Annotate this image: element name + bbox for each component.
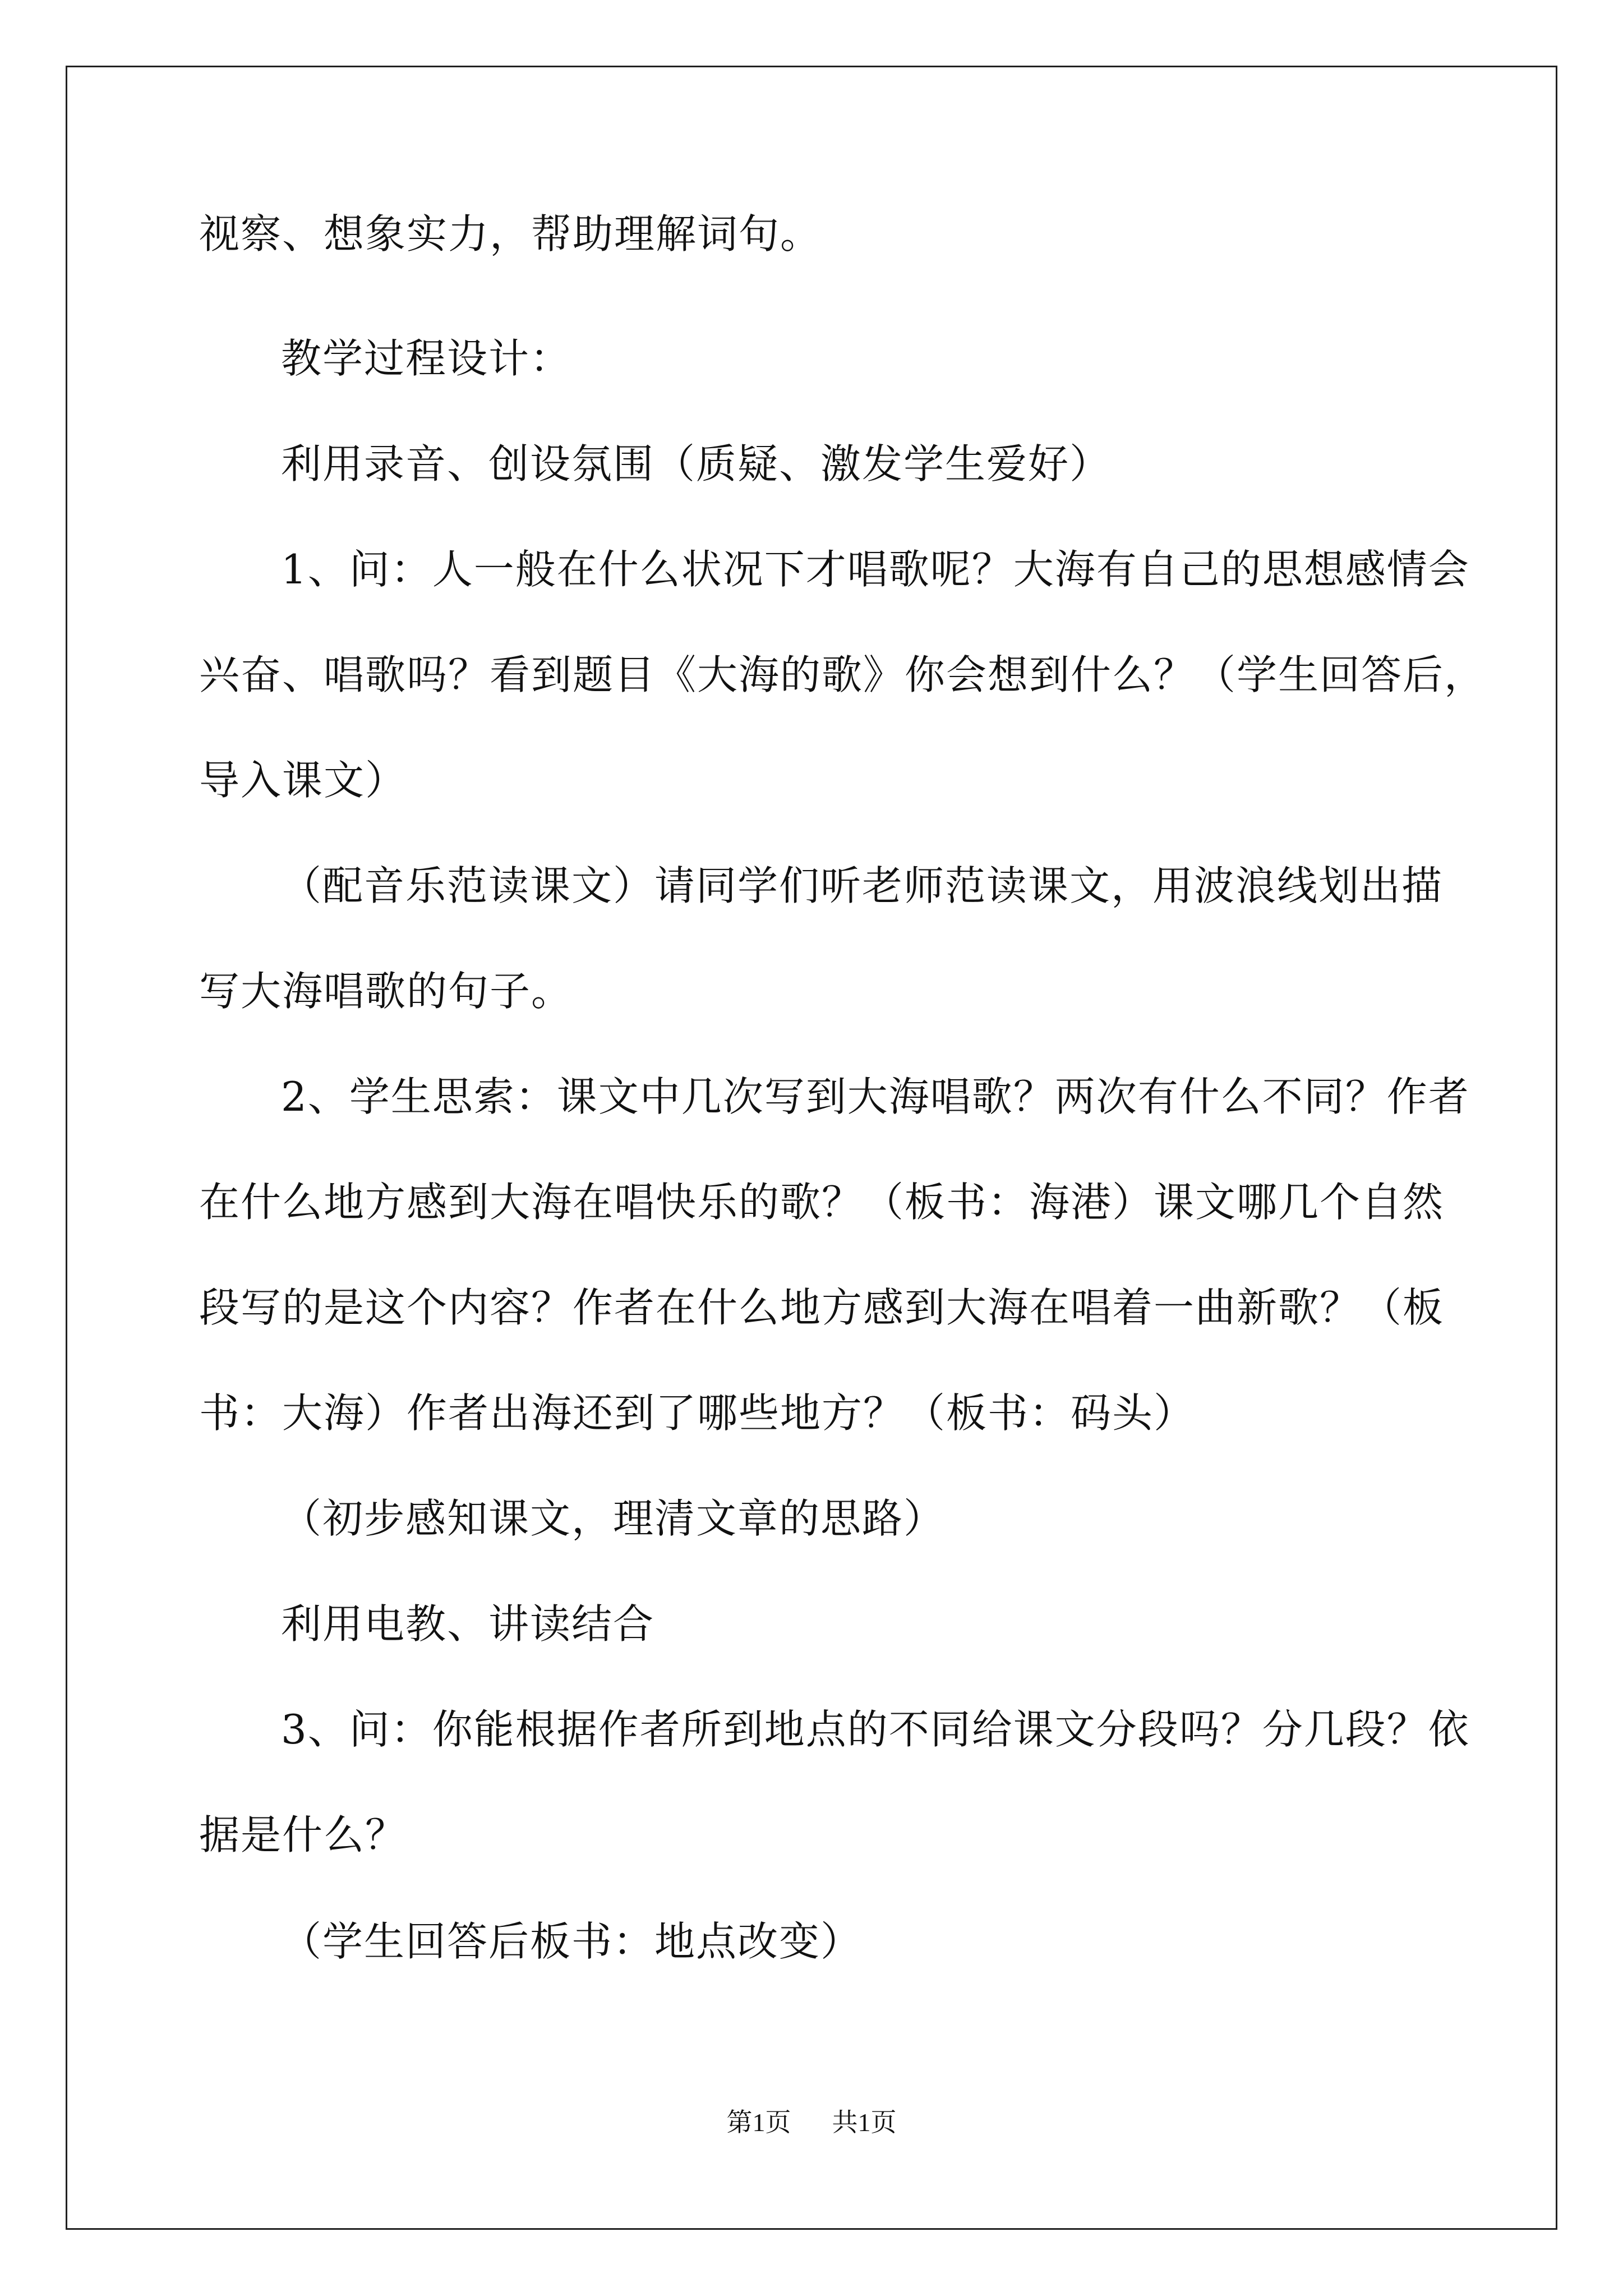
text-line: 据是什么？ [199, 1811, 407, 1858]
page-number: 第1页 [726, 2108, 791, 2137]
text-line: 视察、想象实力，帮助理解词句。 [199, 210, 822, 257]
text-line: 1、问：人一般在什么状况下才唱歌呢？大海有自己的思想感情会 [281, 546, 1470, 593]
text-line: 教学过程设计： [281, 335, 572, 382]
text-line: 导入课文） [199, 757, 407, 804]
page-border [66, 66, 1557, 2230]
page-footer [0, 2107, 1623, 2138]
text-line: 利用录音、创设氛围（质疑、激发学生爱好） [281, 440, 1112, 487]
text-line: （学生回答后板书：地点改变） [281, 1918, 863, 1965]
text-line: 兴奋、唱歌吗？看到题目《大海的歌》你会想到什么？（学生回答后， [199, 651, 1486, 698]
text-line: 在什么地方感到大海在唱快乐的歌？（板书：海港）课文哪几个自然 [199, 1179, 1445, 1226]
text-line: 3、问：你能根据作者所到地点的不同给课文分段吗？分几段？依 [281, 1706, 1470, 1753]
text-line: 段写的是这个内容？作者在什么地方感到大海在唱着一曲新歌？（板 [199, 1284, 1445, 1331]
text-line: 2、学生思索：课文中几次写到大海唱歌？两次有什么不同？作者 [281, 1073, 1470, 1120]
page-total: 共1页 [832, 2108, 897, 2137]
text-line: 利用电教、讲读结合 [281, 1600, 655, 1648]
text-line: 写大海唱歌的句子。 [199, 968, 573, 1015]
text-line: （初步感知课文，理清文章的思路） [281, 1495, 946, 1542]
text-line: 书：大海）作者出海还到了哪些地方？（板书：码头） [199, 1389, 1196, 1437]
text-line: （配音乐范读课文）请同学们听老师范读课文，用波浪线划出描 [281, 862, 1444, 909]
